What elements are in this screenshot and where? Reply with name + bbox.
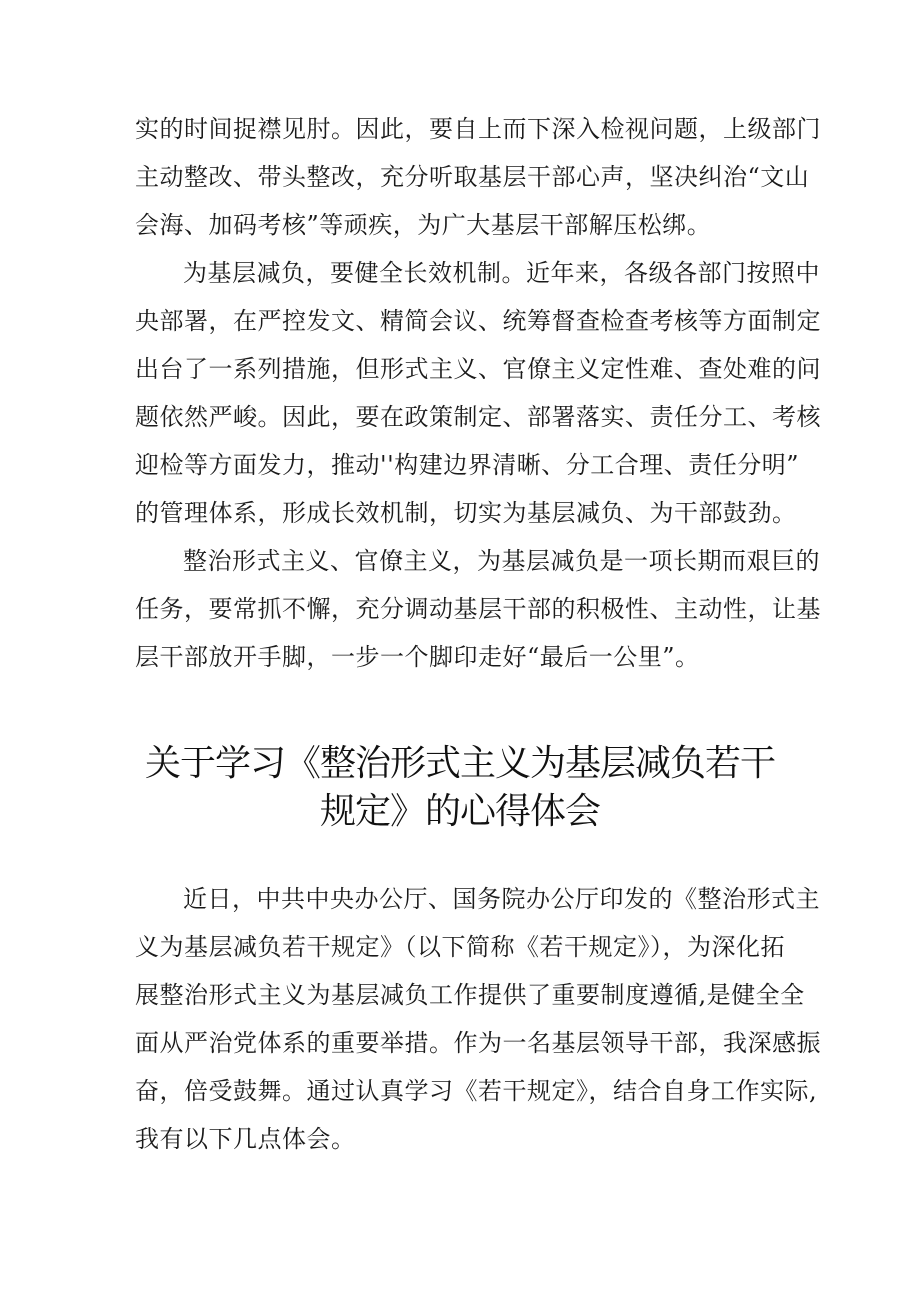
article-title-line-2: 规定》的心得体会: [319, 791, 600, 832]
paragraph-2-line-2: 央部署，在严控发文、精简会议、统筹督查检查考核等方面制定: [135, 307, 821, 335]
paragraph-3-line-1: 整治形式主义、官僚主义，为基层减负是一项长期而艰巨的: [183, 547, 820, 575]
intro-line-3: 展整治形式主义为基层减负工作提供了重要制度遵循,是健全全: [135, 981, 805, 1009]
intro-line-1: 近日，中共中央办公厅、国务院办公厅印发的《整治形式主: [183, 885, 820, 913]
intro-line-6: 我有以下几点体会。: [135, 1125, 356, 1153]
paragraph-3-line-2: 任务，要常抓不懈，充分调动基层干部的积极性、主动性，让基: [135, 595, 821, 623]
paragraph-2-line-1: 为基层减负，要健全长效机制。近年来，各级各部门按照中: [183, 259, 820, 287]
paragraph-1-line-3: 会海、加码考核”等顽疾，为广大基层干部解压松绑。: [135, 211, 712, 239]
intro-line-5: 奋，倍受鼓舞。通过认真学习《若干规定》，结合自身工作实际,: [135, 1077, 818, 1105]
article-title-line-1: 关于学习《整治形式主义为基层减负若干: [144, 743, 775, 784]
paragraph-2-line-6: 的管理体系，形成长效机制，切实为基层减负、为干部鼓劲。: [135, 499, 797, 527]
paragraph-1-line-2: 主动整改、带头整改，充分听取基层干部心声，坚决纠治“文山: [135, 163, 810, 191]
paragraph-2-line-3: 出台了一系列措施，但形式主义、官僚主义定性难、查处难的问: [135, 355, 821, 383]
paragraph-3-line-3: 层干部放开手脚，一步一个脚印走好“最后一公里”。: [135, 643, 700, 671]
intro-line-2: 义为基层减负若干规定》（以下简称《若干规定》），为深化拓: [135, 933, 785, 961]
paragraph-2-line-5: 迎检等方面发力，推动''构建边界清晰、分工合理、责任分明”: [135, 451, 799, 479]
paragraph-1-line-1: 实的时间捉襟见肘。因此，要自上而下深入检视问题，上级部门: [135, 115, 821, 143]
paragraph-2-line-4: 题依然严峻。因此，要在政策制定、部署落实、责任分工、考核: [135, 403, 821, 431]
intro-line-4: 面从严治党体系的重要举措。作为一名基层领导干部，我深感振: [135, 1029, 821, 1057]
